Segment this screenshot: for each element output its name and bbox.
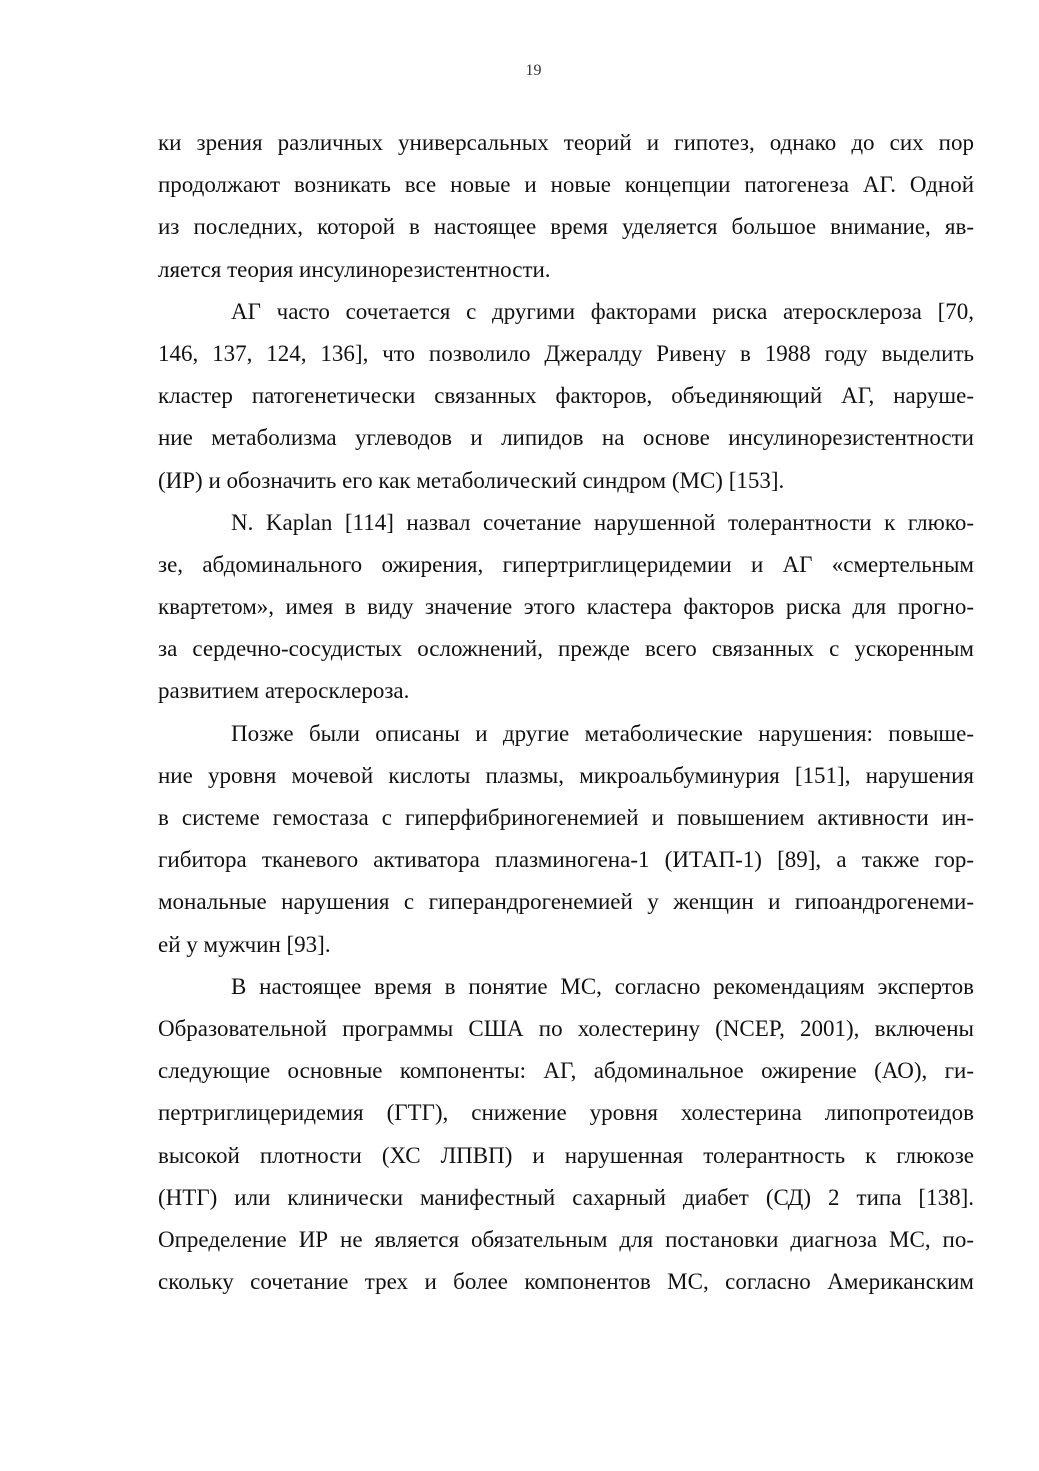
text-line: ние уровня мочевой кислоты плазмы, микроальбуминурия [151], нарушения [158,762,974,788]
text-line: кластер патогенетически связанных факторов, объединяющий АГ, наруше- [158,383,974,409]
text-line: следующие основные компоненты: АГ, абдоминальное ожирение (АО), ги- [158,1058,974,1084]
text-line: ки зрения различных универсальных теорий и гипотез, однако до сих пор [158,130,974,155]
text-line: за сердечно-сосудистых осложнений, прежде всего связанных с ускоренным [158,636,974,662]
text-line: из последних, которой в настоящее время уделяется большое внимание, яв- [158,214,974,240]
text-line: квартетом», имея в виду значение этого кластера факторов риска для прогно- [158,594,974,620]
text-line: в системе гемостаза с гиперфибриногенемией и повышением активности ин- [158,805,974,830]
text-line: развитием атеросклероза. [158,678,410,704]
text-line: ляется теория инсулинорезистентности. [158,256,551,282]
text-line: гибитора тканевого активатора плазминогена-1 (ИТАП-1) [89], а также гор- [158,847,974,873]
text-line: зе, абдоминального ожирения, гипертриглицеридемии и АГ «смертельным [158,551,974,577]
text-line: (НТГ) или клинически манифестный сахарный диабет (СД) 2 типа [138]. [158,1184,974,1210]
text-line: Образовательной программы США по холестерину (NCEP, 2001), включены [158,1015,974,1041]
text-line: мональные нарушения с гиперандрогенемией у женщин и гипоандрогенеми- [158,889,974,915]
text-line: (ИР) и обозначить его как метаболический синдром (МС) [153]. [158,467,785,493]
text-line: 146, 137, 124, 136], что позволило Джералду Ривену в 1988 году выделить [158,340,974,366]
text-line: N. Kaplan [114] назвал сочетание нарушенной толерантности к глюко- [231,509,974,535]
page-number: 19 [525,62,542,79]
text-line: пертриглицеридемия (ГТГ), снижение уровня холестерина липопротеидов [158,1100,974,1126]
text-line: ние метаболизма углеводов и липидов на основе инсулинорезистентности [158,425,974,451]
body-text [158,122,974,1303]
text-line: В настоящее время в понятие МС, согласно рекомендациям экспертов [231,973,974,999]
text-line: высокой плотности (ХС ЛПВП) и нарушенная толерантность к глюкозе [158,1142,974,1168]
text-line: ей у мужчин [93]. [158,931,331,957]
text-line: Позже были описаны и другие метаболические нарушения: повыше- [231,720,974,746]
text-line: Определение ИР не является обязательным для постановки диагноза МС, по- [158,1226,974,1252]
text-line: АГ часто сочетается с другими факторами риска атеросклероза [70, [231,298,974,324]
text-line: продолжают возникать все новые и новые концепции патогенеза АГ. Одной [158,172,974,198]
text-line: скольку сочетание трех и более компонентов МС, согласно Американским [158,1269,974,1295]
